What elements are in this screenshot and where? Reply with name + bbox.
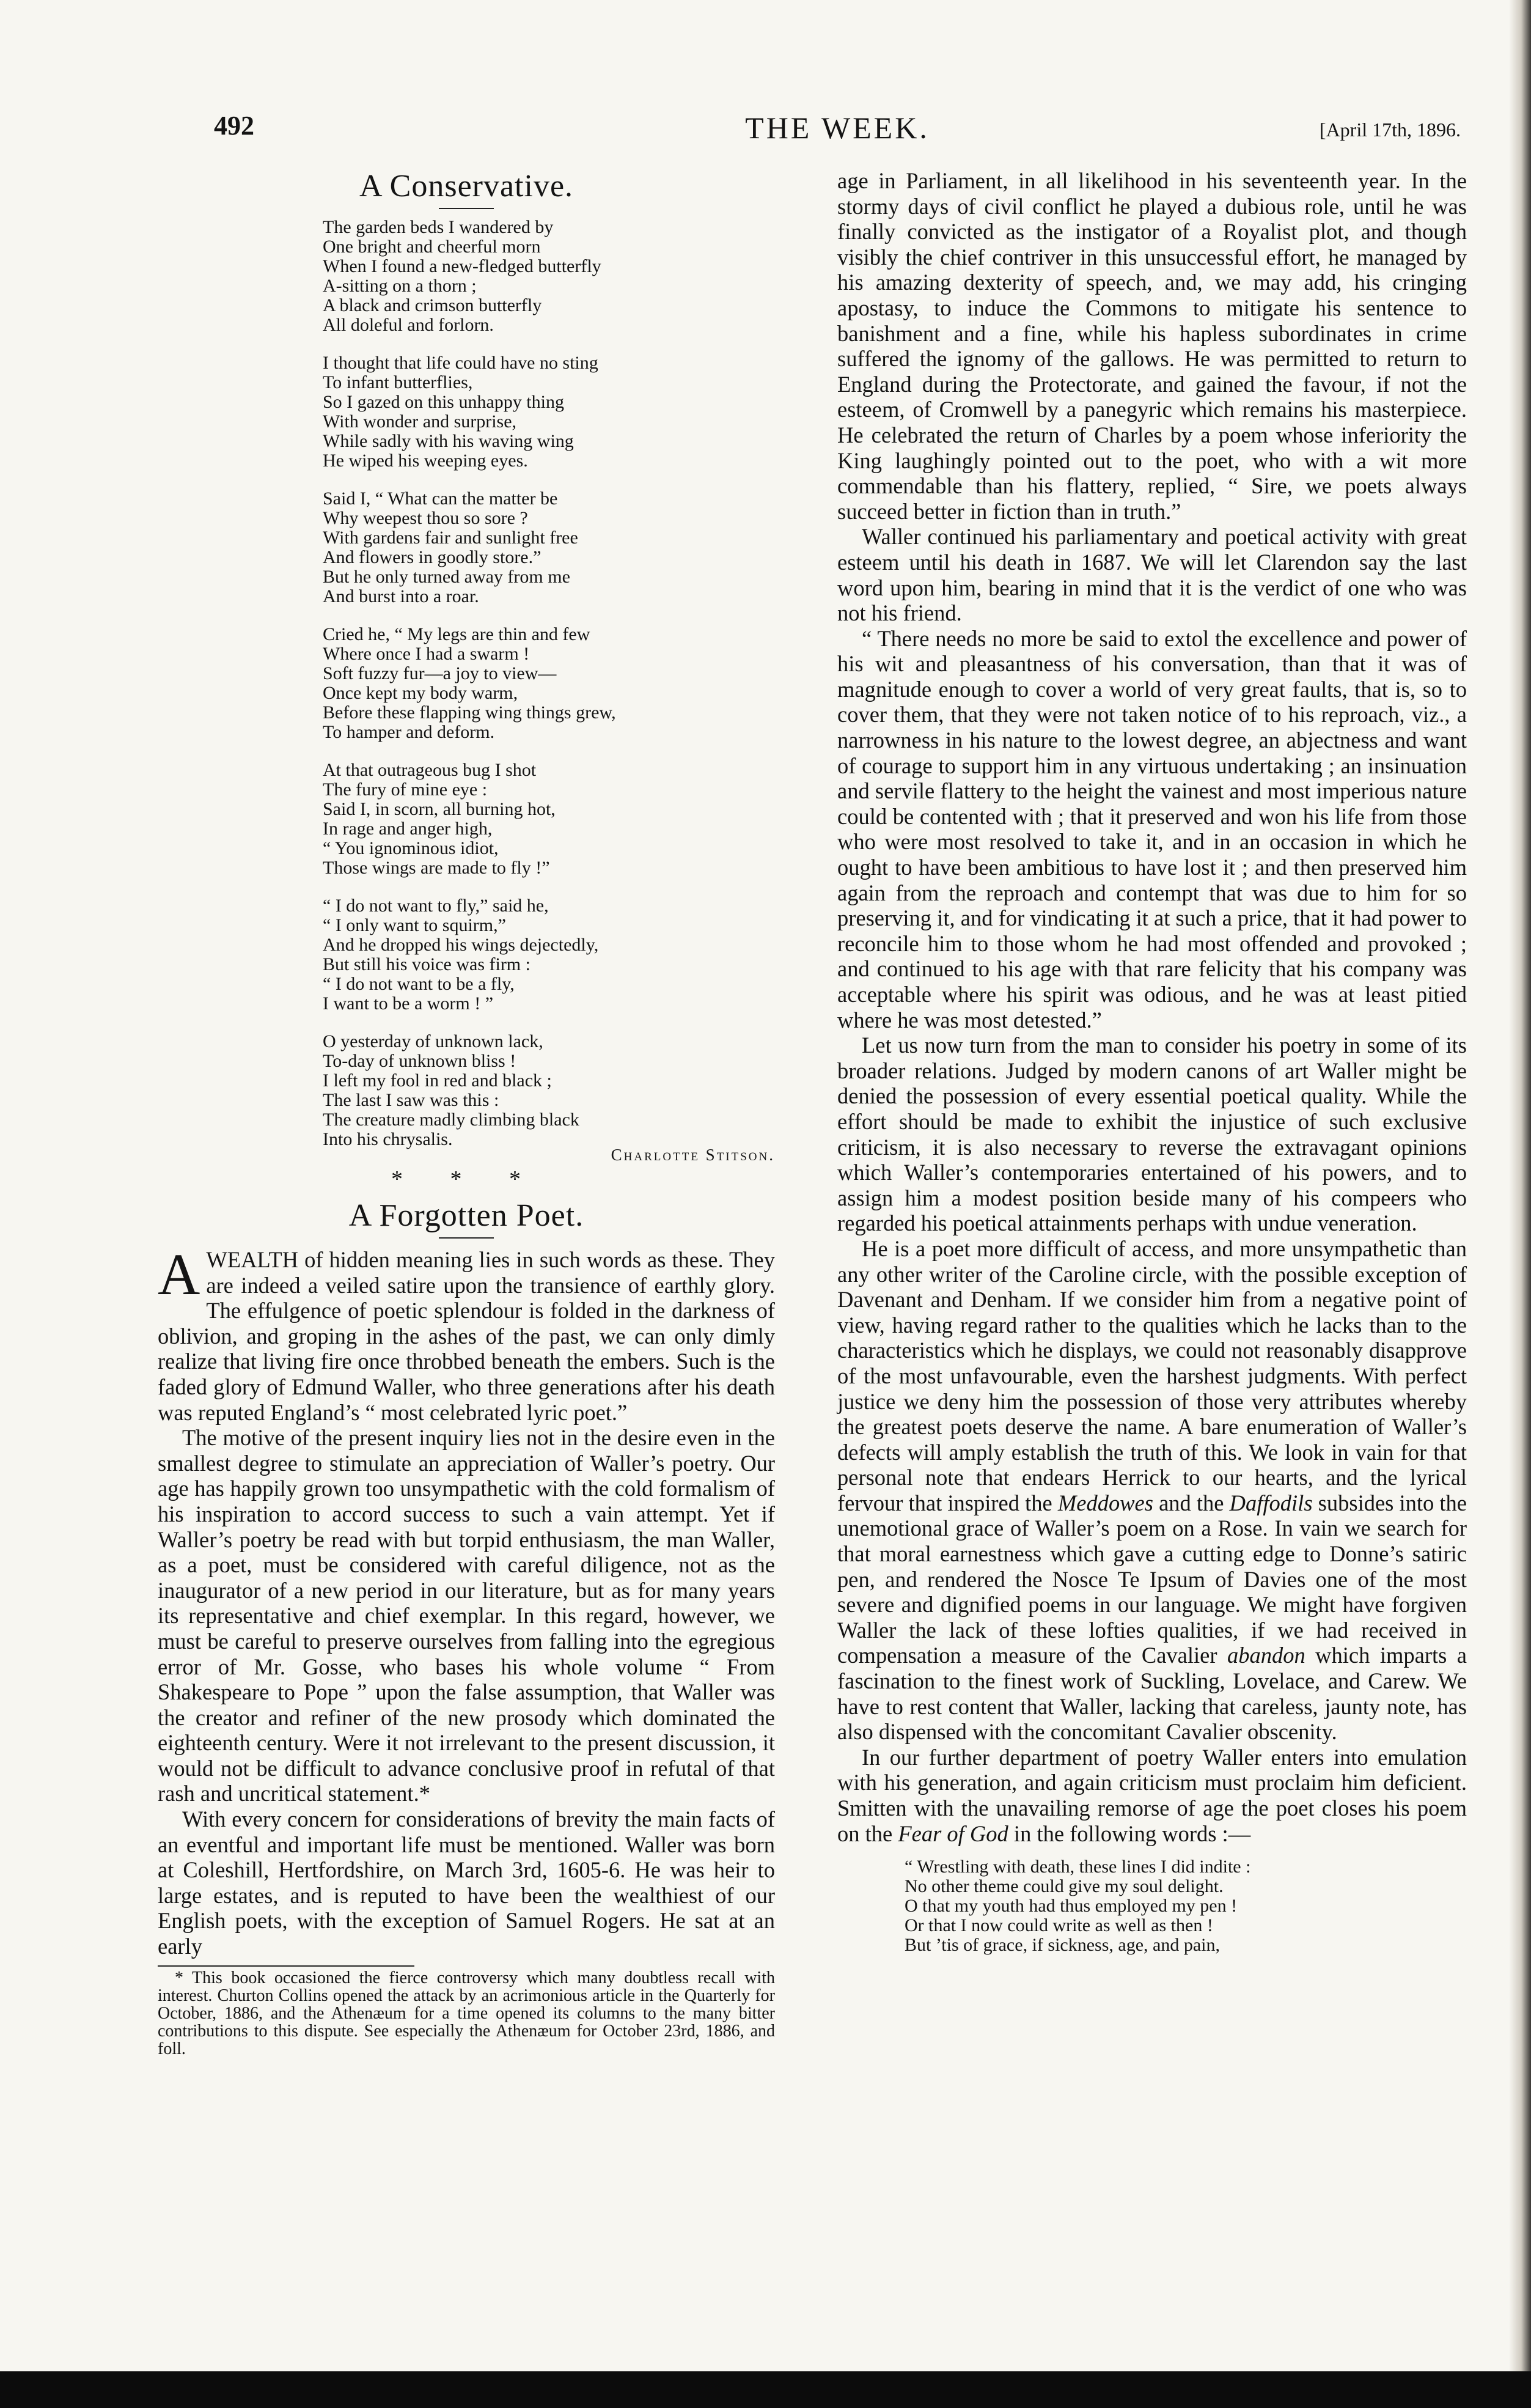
italic-word: abandon — [1227, 1643, 1305, 1668]
poem-line: And burst into a roar. — [323, 586, 479, 606]
poem-stanza — [323, 489, 775, 606]
poem-author: Charlotte Stitson. — [611, 1146, 775, 1164]
poem-line: But he only turned away from me — [323, 567, 570, 587]
poem-line: The last I saw was this : — [323, 1090, 499, 1110]
poem-line: A black and crimson butterfly — [323, 295, 542, 315]
verse-line: But ’tis of grace, if sickness, age, and pain, — [905, 1935, 1220, 1956]
poem-stanza — [323, 896, 775, 1014]
poem-stanza — [323, 353, 775, 471]
essay-paragraph: Let us now turn from the man to consider his poetry in some of its broader relations. Judged by modern canons of art Waller might be denied the possession of every essential poetical quality. While the effort should be made to exhibit the injustice of such exclusive criticism, it is also necessary to reverse the extravagant opinions which Waller’s contemporaries entertained of his powers, and to assign him a modest position beside many of his compeers who regarded his poetical attainments perhaps with undue veneration. — [837, 1033, 1467, 1236]
poem-line: But still his voice was firm : — [323, 954, 531, 974]
poem-line: To infant butterflies, — [323, 372, 473, 392]
poem-line: He wiped his weeping eyes. — [323, 451, 528, 471]
footnote-rule — [158, 1965, 414, 1967]
italic-title: Daffodils — [1229, 1490, 1313, 1515]
poem-stanza — [323, 218, 775, 335]
poem-line: At that outrageous bug I shot — [323, 760, 537, 780]
essay-title: A Forgotten Poet. — [348, 1198, 584, 1233]
poem-line: The garden beds I wandered by — [323, 217, 554, 237]
poem-line: So I gazed on this unhappy thing — [323, 392, 564, 412]
poem-line: Said I, in scorn, all burning hot, — [323, 799, 556, 819]
verse-line: Or that I now could write as well as then ! — [905, 1915, 1213, 1936]
poem-line: Into his chrysalis. — [323, 1129, 453, 1149]
poem-line: Why weepest thou so sore ? — [323, 508, 528, 528]
text-run: He is a poet more difficult of access, and more unsympathetic than any other writer of the Caroline circle, with the possible exception of Davenant and Denham. If we consider him from a negative point of view, having regard rather to the qualities which he lacks than to the characteristics which he displays, we could not reasonably disapprove of the most unfavourable, even the harshest judgments. With perfect justice we deny him the possession of those very attributes whereby the greatest poets deserve the name. A bare enumeration of Waller’s defects will amply establish the truth of this. We look in vain for that personal note that endears Herrick to our hearts, and the lyrical fervour that inspired the — [837, 1235, 1467, 1515]
page-number: 492 — [214, 111, 254, 141]
paragraph-text: WEALTH of hidden meaning lies in such words as these. They are indeed a veiled satire upon the transience of earthly glory. The effulgence of poetic splendour is folded in the darkness of oblivion, and groping in the ashes of the past, we can only dimly realize that living fire once throbbed beneath the embers. Such is the faded glory of Edmund Waller, who three generations after his death was reputed England’s “ most celebrated lyric poet.” — [158, 1247, 775, 1425]
page-header — [214, 110, 1461, 153]
essay-paragraph — [837, 1236, 1467, 1745]
poem-line: When I found a new-fledged butterfly — [323, 256, 601, 276]
poem-line: “ I do not want to be a fly, — [323, 974, 515, 994]
poem-line: To hamper and deform. — [323, 722, 495, 742]
clarendon-quote: “ There needs no more be said to extol the excellence and power of his wit and pleasantness of his conversation, than that it was of magnitude enough to cover a world of very great faults, that is, so to cover them, that they were not taken notice of to his reproach, viz., a narrowness in his nature to the lowest degree, an abjectness and want of courage to support him in any virtuous undertaking ; an insinuation and servile flattery to the height the vainest and most imperious nature could be contented with ; that it preserved and won his life from those who were most resolved to take it, and in an occasion in which he ought to have been ambitious to have lost it ; and then preserved him again from the reproach and contempt that was due to him for so preserving it, and for vindicating it at such a price, that it had power to reconcile him to those whom he had most offended and provoked ; and continued to his age with that rare felicity that his company was acceptable where his spirit was odious, and he was at least pitied where he was most detested.” — [837, 625, 1467, 1033]
text-run: and the — [1153, 1490, 1230, 1515]
poem-line: All doleful and forlorn. — [323, 315, 494, 335]
text-run: in the following words :— — [1008, 1821, 1251, 1846]
italic-title: Fear of God — [898, 1821, 1008, 1846]
masthead-title: THE WEEK. — [745, 111, 930, 145]
poem-line: To-day of unknown bliss ! — [323, 1051, 516, 1071]
poem-stanza — [323, 625, 775, 742]
verse-quote — [905, 1857, 1467, 1955]
poem-body — [158, 218, 775, 1149]
poem-line: “ I do not want to fly,” said he, — [323, 896, 549, 916]
text-run: In our further department of poetry Waller enters into emulation with his generation, and again criticism must proclaim him deficient. Smitten with the unavailing remorse of age the poet closes his poem on the — [837, 1744, 1467, 1846]
poem-line: And he dropped his wings dejectedly, — [323, 935, 599, 955]
footnote: * This book occasioned the fierce controversy which many doubtless recall with interest. Churton Collins opened the attack by an acrimonious article in the Quarterly for October, 1886, and the Athenæum for a time opened its columns to the many bitter contributions to this dispute. See especially the Athenæum for October 23rd, 1886, and foll. — [158, 1968, 775, 2058]
drop-cap: A — [158, 1242, 200, 1307]
essay-paragraph — [158, 1242, 775, 1425]
scan-bottom-border — [0, 2371, 1531, 2408]
right-column — [837, 168, 1467, 1955]
poem-line: Once kept my body warm, — [323, 683, 518, 703]
poem-line: Where once I had a swarm ! — [323, 644, 530, 664]
text-run: subsides into the unemotional grace of Waller’s poem on a Rose. In vain we search for that moral earnestness which gave a cutting edge to Donne’s satiric pen, and rendered the Nosce Te Ipsum of Davies one of the most severe and dignified poems in our language. We might have forgiven Waller the lack of these lofties qualities, if we had received in compensation a measure of the Cavalier — [837, 1490, 1467, 1668]
poem-line: With gardens fair and sunlight free — [323, 528, 578, 548]
poem-line: With wonder and surprise, — [323, 411, 517, 432]
poem-line: The fury of mine eye : — [323, 779, 488, 800]
verse-line: O that my youth had thus employed my pen ! — [905, 1896, 1238, 1916]
poem-line: I want to be a worm ! ” — [323, 993, 494, 1014]
poem-line: I left my fool in red and black ; — [323, 1070, 552, 1091]
essay-paragraph: The motive of the present inquiry lies not in the desire even in the smallest degree to stimulate an appreciation of Waller’s poetry. Our age has happily grown too unsympathetic with the cold formalism of his inspiration to accord success to such a vain attempt. Yet if Waller’s poetry be read with but torpid enthusiasm, the man Waller, as a poet, must be considered with careful diligence, not as the inaugurator of a new period in our literature, but as for many years its representative and chief exemplar. In this regard, however, we must be careful to preserve ourselves from falling into the egregious error of Mr. Gosse, who bases his whole volume “ From Shakespeare to Pope ” upon the false assumption, that Waller was the creator and refiner of the new prosody which dominated the eighteenth century. Were it not irrelevant to the present discussion, it would not be difficult to advance conclusive proof in refutal of that rash and uncritical statement.* — [158, 1425, 775, 1806]
poem-line: O yesterday of unknown lack, — [323, 1031, 543, 1051]
poem-line: A-sitting on a thorn ; — [323, 276, 477, 296]
verse-line: “ Wrestling with death, these lines I did indite : — [905, 1857, 1251, 1877]
essay-paragraph: Waller continued his parliamentary and poetical activity with great esteem until his death in 1687. We will let Clarendon say the last word upon him, bearing in mind that it is the verdict of one who was not his friend. — [837, 524, 1467, 626]
essay-paragraph: With every concern for considerations of brevity the main facts of an eventful and important life must be mentioned. Waller was born at Coleshill, Hertfordshire, on March 3rd, 1605-6. He was heir to large estates, and is reputed to have been the wealthiest of our English poets, with the exception of Samuel Rogers. He sat at an early — [158, 1806, 775, 1959]
poem-line: Said I, “ What can the matter be — [323, 488, 558, 509]
text-run: which imparts a fascination to the finest work of Suckling, Lovelace, and Carew. We have to rest content that Waller, lacking that careless, jaunty note, has also dispensed with the concomitant Cavalier obscenity. — [837, 1643, 1467, 1745]
poem-line: Cried he, “ My legs are thin and few — [323, 624, 590, 644]
left-column — [158, 168, 775, 2058]
poem-title: A Conservative. — [359, 169, 574, 204]
poem-stanza — [323, 1032, 775, 1149]
poem-line: Those wings are made to fly !” — [323, 858, 550, 878]
poem-line: One bright and cheerful morn — [323, 237, 541, 257]
poem-line: And flowers in goodly store.” — [323, 547, 542, 567]
poem-line: While sadly with his waving wing — [323, 431, 574, 451]
essay-left-text — [158, 1242, 775, 1959]
essay-paragraph: age in Parliament, in all likelihood in his seventeenth year. In the stormy days of civil conflict he played a dubious role, until he was finally convicted as the instigator of a Royalist plot, and though visibly the chief contriver in this unsuccessful effort, he managed by his amazing dexterity of speech, and, we may add, his cringing apostasy, to induce the Commons to mitigate his sentence to banishment and a fine, while his hapless subordinates in crime suffered the ignomy of the gallows. He was permitted to return to England during the Protectorate, and gained the favour, if not the esteem, of Cromwell by a panegyric which remains his masterpiece. He celebrated the return of Charles by a poem whose inferiority the King laughingly pointed out to the poet, who with a wit more commendable than his flattery, replied, “ Sire, we poets always succeed better in fiction than in truth.” — [837, 168, 1467, 524]
poem-line: “ You ignominous idiot, — [323, 838, 499, 858]
section-asterism: * * * — [391, 1166, 542, 1192]
poem-line: I thought that life could have no sting — [323, 353, 598, 373]
title-rule — [439, 208, 494, 209]
poem-line: “ I only want to squirm,” — [323, 915, 506, 935]
essay-right-text — [837, 168, 1467, 1846]
poem-line: The creature madly climbing black — [323, 1110, 579, 1130]
issue-date: [April 17th, 1896. — [1319, 119, 1461, 141]
title-rule — [439, 1237, 494, 1239]
poem-line: Soft fuzzy fur—a joy to view— — [323, 663, 557, 683]
italic-title: Meddowes — [1057, 1490, 1153, 1515]
verse-line: No other theme could give my soul delight. — [905, 1876, 1224, 1897]
poem-line: Before these flapping wing things grew, — [323, 702, 616, 723]
page-edge-shadow — [1509, 0, 1531, 2408]
poem-stanza — [323, 760, 775, 878]
essay-paragraph — [837, 1745, 1467, 1846]
poem-line: In rage and anger high, — [323, 819, 493, 839]
